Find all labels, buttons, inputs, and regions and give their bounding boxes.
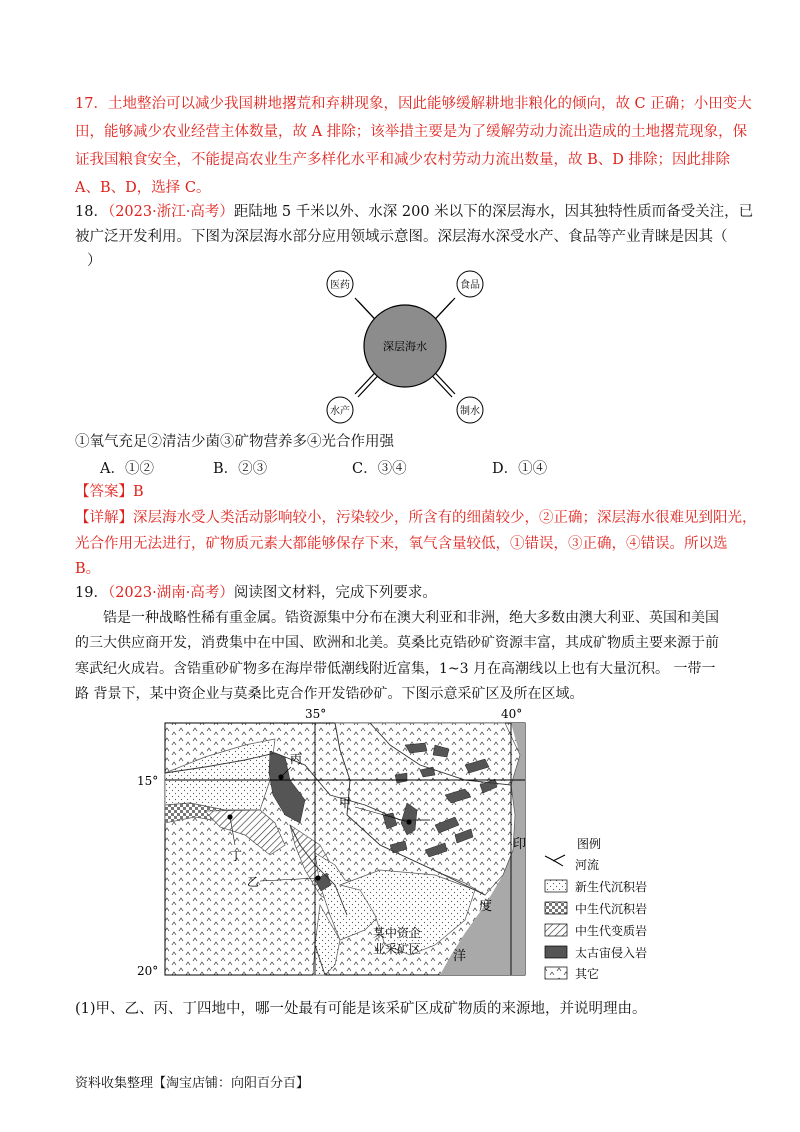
q18-detail-line-3: B。 <box>75 561 101 577</box>
label-ding: 丁 <box>230 849 243 863</box>
label-bing: 丙 <box>290 752 303 766</box>
q17-line-3: 证我国粮食安全，不能提高农业生产多样化水平和减少农村劳动力流出数量，故 B、D 排除；因此排除 <box>75 152 730 168</box>
detail-label: 【详解】 <box>75 510 133 526</box>
q19-para-line-2: 的三大供应商开发，消费集中在中国、欧洲和北美。莫桑比克锆砂矿资源丰富，其成矿物质主要来源于前 <box>75 635 719 651</box>
q18-number: 18． <box>75 204 108 220</box>
answer-label: 【答案】 <box>75 484 133 500</box>
q18-detail-line-2: 光合作用无法进行，矿物质元素大都能够保存下来，氧气含量较低，①错误，③正确，④错误。所以选 <box>75 536 728 552</box>
option-a: A．①② <box>100 461 154 477</box>
q19-para-line-1: 锆是一种战略性稀有重金属。锆资源集中分布在澳大利亚和非洲，绝大多数由澳大利亚、英国和美国 <box>103 610 719 626</box>
q18-detail-line-1 <box>75 509 757 527</box>
option-d: D．①④ <box>492 461 548 477</box>
label-yi: 乙 <box>247 875 260 889</box>
q18-answer <box>75 483 735 501</box>
lon-35-label: 35° <box>305 707 327 721</box>
q19-stem <box>75 584 735 602</box>
q17-line-1: 17．土地整治可以减少我国耕地撂荒和弃耕现象，因此能够缓解耕地非粮化的倾向，故 C 正确；小田变大 <box>75 96 752 112</box>
q19-number: 19． <box>75 585 108 601</box>
q17-line-2: 田，能够减少农业经营主体数量，故 A 排除；该举措主要是为了缓解劳动力流出造成的土地撂荒现象，保 <box>75 124 748 140</box>
lon-40-label: 40° <box>501 707 523 721</box>
lat-20-label: 20° <box>137 964 159 978</box>
ocean-label-1: 印 <box>513 837 527 852</box>
ocean-label-2: 度 <box>479 899 493 914</box>
center-label: 深层海水 <box>383 340 427 353</box>
q18-stem-line-2: 被广泛开发利用。下图为深层海水部分应用领域示意图。深层海水深受水产、食品等产业青睐是因其（ <box>75 229 728 245</box>
footer: 资料收集整理【淘宝店铺：向阳百分百】 <box>75 1076 310 1091</box>
q19-source: （2023·湖南·高考） <box>107 585 234 601</box>
legend-cenozoic: 新生代沉积岩 <box>575 880 648 894</box>
legend-title: 图例 <box>577 837 602 851</box>
node-aquatic: 水产 <box>330 406 350 417</box>
legend-river: 河流 <box>575 858 600 872</box>
detail-text-1: 深层海水受人类活动影响较小，污染较少，所含有的细菌较少，②正确；深层海水很难见到阳光， <box>133 510 757 526</box>
legend-archean-swatch <box>545 946 567 958</box>
legend-cenozoic-swatch <box>545 880 567 892</box>
legend-mesozoic-meta: 中生代变质岩 <box>575 924 648 938</box>
legend-other-swatch <box>545 967 567 979</box>
q18-stem-line-3: ） <box>87 253 102 269</box>
legend-mesozoic-sed-swatch <box>545 902 567 914</box>
q19-sub-question-1: (1)甲、乙、丙、丁四地中，哪一处最有可能是该采矿区成矿物质的来源地，并说明理由。 <box>75 1001 647 1017</box>
legend-mesozoic-meta-swatch <box>545 924 567 936</box>
option-b: B．②③ <box>213 461 268 477</box>
lat-15-label: 15° <box>137 774 159 788</box>
deep-sea-water-diagram <box>320 268 490 424</box>
legend-mesozoic-sed: 中生代沉积岩 <box>575 902 648 916</box>
q19-para-line-4: 路 背景下，某中资企业与莫桑比克合作开发锆砂矿。下图示意采矿区及所在区域。 <box>75 686 584 702</box>
q17-line-4: A、B、D，选择 C。 <box>75 180 211 196</box>
legend-archean: 太古宙侵入岩 <box>575 946 648 960</box>
ocean-label-3: 洋 <box>453 949 467 964</box>
label-jia: 甲 <box>339 796 352 810</box>
legend-other: 其它 <box>575 967 600 981</box>
q18-stem-line-1 <box>75 203 754 221</box>
legend-river-icon <box>545 855 565 866</box>
node-food: 食品 <box>460 280 480 291</box>
q18-source: （2023·浙江·高考） <box>107 204 234 220</box>
mine-area-label-1: 某中资企 <box>373 926 422 940</box>
mozambique-map <box>135 705 695 985</box>
answer-value: B <box>133 484 144 500</box>
q18-stem-text: 距陆地 5 千米以外、水深 200 米以下的深层海水，因其独特性质而备受关注，已 <box>233 204 754 220</box>
q19-para-line-3: 寒武纪火成岩。含锆重砂矿物多在海岸带低潮线附近富集，1~3 月在高潮线以上也有大量沉积。 一带一 <box>75 661 716 677</box>
node-medicine: 医药 <box>330 280 350 291</box>
q19-intro: 阅读图文材料，完成下列要求。 <box>233 585 437 601</box>
q18-statements: ①氧气充足②清洁少菌③矿物营养多④光合作用强 <box>75 434 394 450</box>
node-water: 制水 <box>460 406 480 417</box>
option-c: C．③④ <box>352 461 407 477</box>
mine-area-label-2: 业采矿区 <box>373 942 422 956</box>
